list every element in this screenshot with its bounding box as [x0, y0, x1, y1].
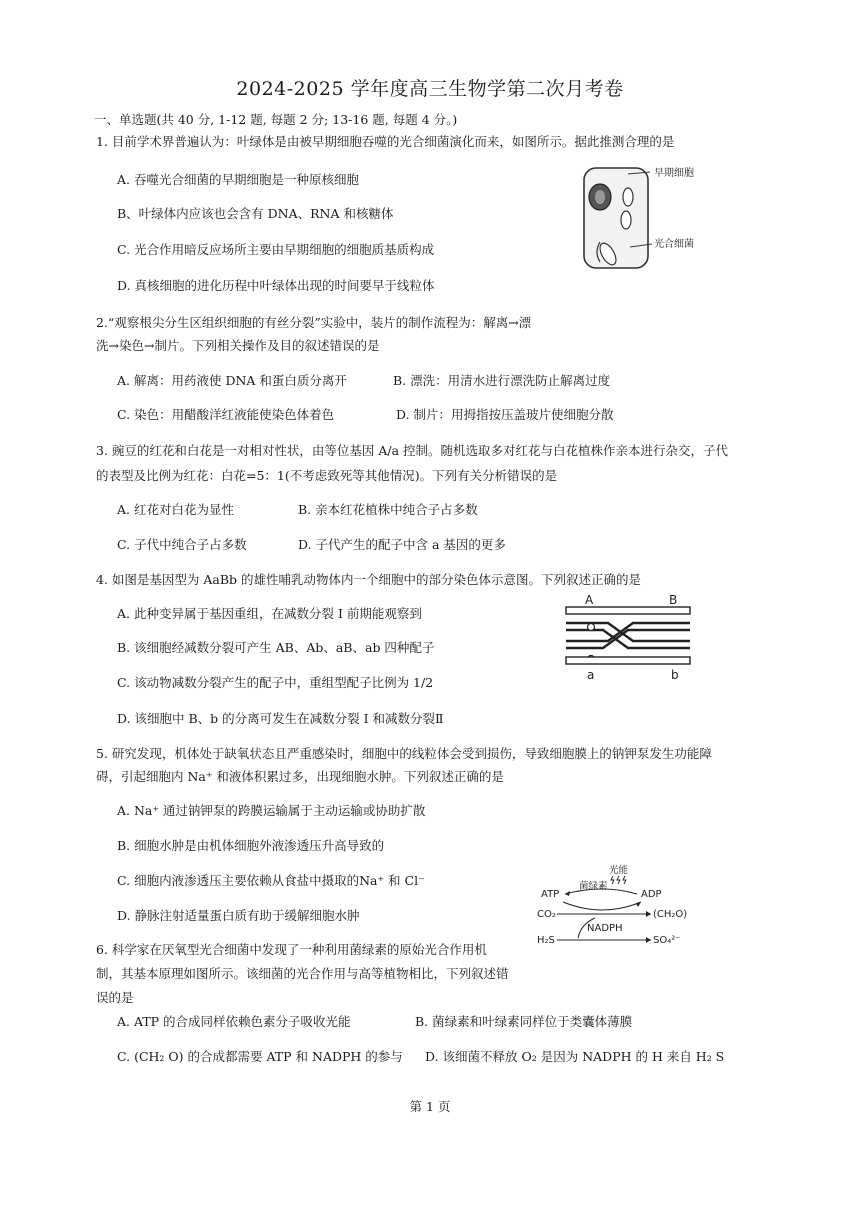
question-3-stem-line1: 3. 豌豆的红花和白花是一对相对性状，由等位基因 A/a 控制。随机选取多对红花与白花植株作亲本进行杂交，子代 — [96, 443, 729, 458]
organelle — [621, 211, 631, 229]
arrowhead — [646, 937, 651, 943]
question-2-stem-line2: 洗→染色→制片。下列相关操作及目的叙述错误的是 — [96, 338, 380, 353]
question-6-option-b: B. 菌绿素和叶绿素同样位于类囊体薄膜 — [415, 1014, 633, 1029]
arrowhead — [646, 911, 651, 917]
question-3-option-a: A. 红花对白花为显性 — [117, 502, 234, 517]
chromatid-1 — [566, 607, 690, 614]
label-ch2o: (CH₂O) — [653, 909, 688, 920]
question-1-option-b: B、叶绿体内应该也会含有 DNA、RNA 和核糖体 — [117, 206, 394, 221]
question-5-option-a: A. Na⁺ 通过钠钾泵的跨膜运输属于主动运输或协助扩散 — [117, 803, 426, 818]
nucleolus — [595, 190, 605, 204]
page-number: 第 1 页 — [409, 1099, 451, 1114]
question-6-stem-line2: 制，其基本原理如图所示。该细菌的光合作用与高等植物相比，下列叙述错 — [96, 966, 509, 981]
gene-label-b: b — [671, 668, 679, 682]
question-6-option-a: A. ATP 的合成同样依赖色素分子吸收光能 — [117, 1014, 351, 1029]
question-1-option-c: C. 光合作用暗反应场所主要由早期细胞的细胞质基质构成 — [117, 242, 435, 257]
question-6-stem-line3: 误的是 — [96, 990, 134, 1005]
question-5-stem-line2: 碍，引起细胞内 Na⁺ 和液体积累过多，出现细胞水肿。下列叙述正确的是 — [96, 769, 504, 784]
gene-label-a: a — [587, 668, 595, 682]
question-4-stem: 4. 如图是基因型为 AaBb 的雄性哺乳动物体内一个细胞中的部分染色体示意图。下列叙述正确的是 — [96, 572, 642, 587]
question-3-option-c: C. 子代中纯合子占多数 — [117, 537, 247, 552]
question-1-stem: 1. 目前学术界普遍认为：叶绿体是由被早期细胞吞噬的光合细菌演化而来，如图所示。据此推测合理的是 — [96, 134, 675, 149]
early-cell-outline — [584, 168, 648, 268]
label-co2: CO₂ — [537, 909, 556, 920]
label-pigment: 菌绿素 — [579, 881, 608, 892]
question-5-option-d: D. 静脉注射适量蛋白质有助于缓解细胞水肿 — [117, 908, 360, 923]
question-6-option-c: C. (CH₂ O) 的合成都需要 ATP 和 NADPH 的参与 — [117, 1049, 403, 1064]
light-arrows — [611, 876, 626, 884]
question-1-option-a: A. 吞噬光合细菌的早期细胞是一种原核细胞 — [117, 172, 359, 187]
atp-use-arrow — [563, 902, 641, 910]
chromosome-crossover-figure — [563, 593, 698, 683]
centromere-top — [588, 624, 595, 631]
question-4-option-d: D. 该细胞中 B、b 的分离可发生在减数分裂 I 和减数分裂Ⅱ — [117, 711, 444, 726]
question-4-option-b: B. 该细胞经减数分裂可产生 AB、Ab、aB、ab 四种配子 — [117, 640, 435, 655]
bacteriochlorophyll-photosynthesis-figure — [533, 862, 713, 948]
question-1-option-d: D. 真核细胞的进化历程中叶绿体出现的时间要早于线粒体 — [117, 278, 435, 293]
question-6-option-d: D. 该细菌不释放 O₂ 是因为 NADPH 的 H 来自 H₂ S — [425, 1049, 725, 1064]
section-heading: 一、单选题(共 40 分, 1-12 题, 每题 2 分; 13-16 题, 每题 4 分。) — [94, 112, 458, 127]
label-atp: ATP — [541, 889, 560, 900]
question-2-option-d: D. 制片：用拇指按压盖玻片使细胞分散 — [396, 407, 614, 422]
label-so4: SO₄²⁻ — [653, 935, 681, 946]
question-5-option-c: C. 细胞内液渗透压主要依赖从食盐中摄取的Na⁺ 和 Cl⁻ — [117, 873, 425, 888]
gene-label-B: B — [669, 593, 678, 607]
label-light-energy: 光能 — [609, 865, 629, 876]
organelle — [623, 188, 633, 206]
label-adp: ADP — [641, 889, 662, 900]
question-2-stem-line1: 2.“观察根尖分生区组织细胞的有丝分裂”实验中，装片的制作流程为：解离→漂 — [96, 315, 532, 330]
chromatid-3 — [566, 623, 690, 648]
arrowhead — [636, 902, 641, 907]
question-3-stem-line2: 的表型及比例为红花：白花=5：1(不考虑致死等其他情况)。下列有关分析错误的是 — [96, 468, 558, 483]
question-3-option-b: B. 亲本红花植株中纯合子占多数 — [298, 502, 478, 517]
question-2-option-b: B. 漂洗：用清水进行漂洗防止解离过度 — [393, 373, 611, 388]
label-nadph: NADPH — [587, 923, 623, 934]
label-bacteria: 光合细菌 — [654, 239, 694, 250]
question-3-option-d: D. 子代产生的配子中含 a 基因的更多 — [298, 537, 506, 552]
question-5-stem-line1: 5. 研究发现，机体处于缺氧状态且严重感染时，细胞中的线粒体会受到损伤，导致细胞膜上的钠钾泵发生功能障 — [96, 746, 712, 761]
question-2-option-a: A. 解离：用药液使 DNA 和蛋白质分离开 — [117, 373, 347, 388]
question-5-option-b: B. 细胞水肿是由机体细胞外液渗透压升高导致的 — [117, 838, 385, 853]
chromatid-4 — [566, 657, 690, 664]
gene-label-A: A — [585, 593, 594, 607]
page-title: 2024-2025 学年度高三生物学第二次月考卷 — [236, 78, 624, 100]
question-4-option-a: A. 此种变异属于基因重组，在减数分裂 I 前期能观察到 — [117, 606, 422, 621]
question-6-stem-line1: 6. 科学家在厌氧型光合细菌中发现了一种利用菌绿素的原始光合作用机 — [96, 942, 487, 957]
question-2-option-c: C. 染色：用醋酸洋红液能使染色体着色 — [117, 407, 335, 422]
cell-engulfing-bacteria-figure — [570, 162, 710, 284]
label-early-cell: 早期细胞 — [654, 168, 694, 179]
question-4-option-c: C. 该动物减数分裂产生的配子中，重组型配子比例为 1/2 — [117, 675, 434, 690]
label-h2s: H₂S — [537, 935, 555, 946]
